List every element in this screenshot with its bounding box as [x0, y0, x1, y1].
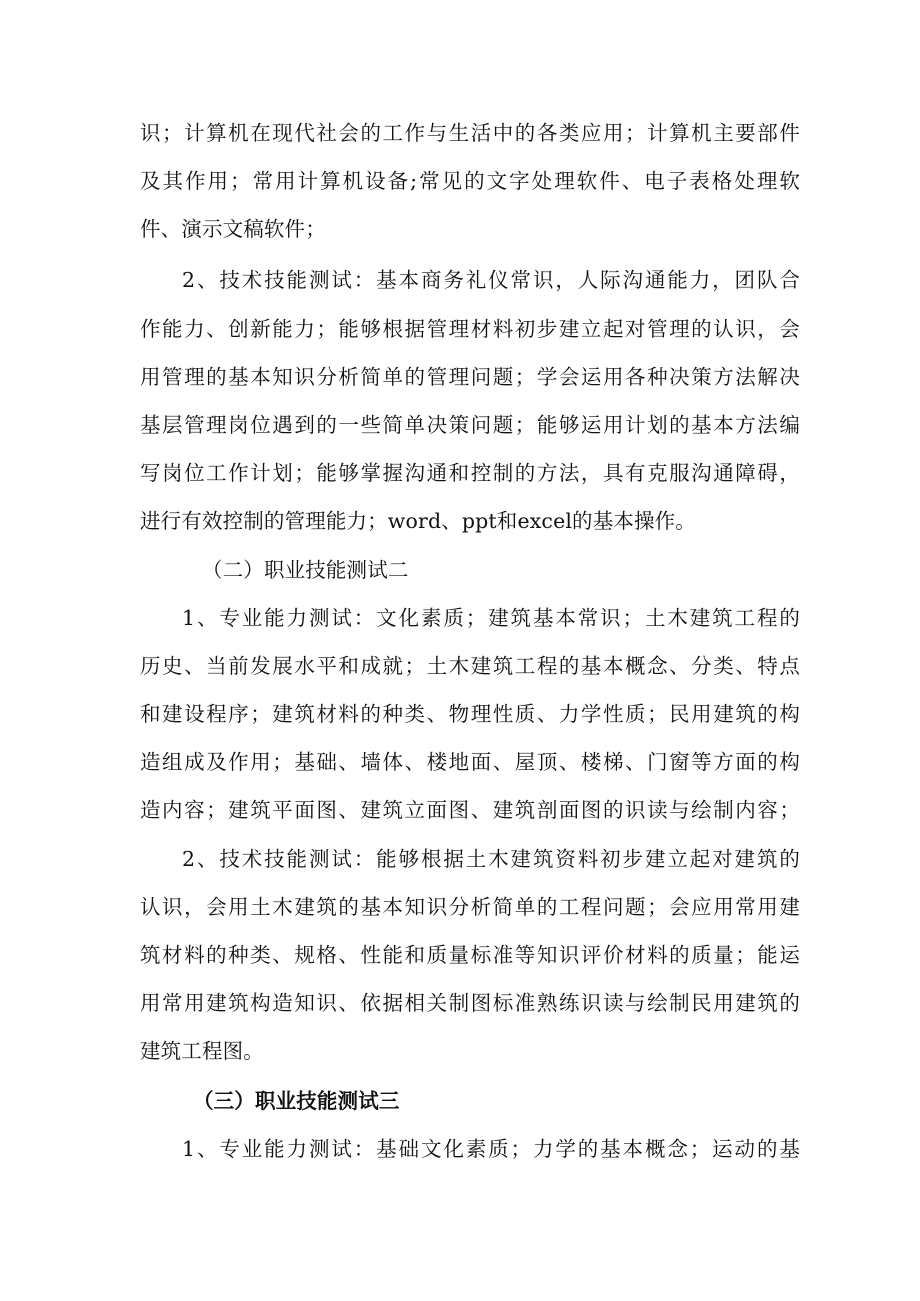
- paragraph-line: 基层管理岗位遇到的一些简单决策问题；能够运用计划的基本方法编: [140, 413, 800, 437]
- paragraph-line: 认识，会用土木建筑的基本知识分析简单的工程问题；会应用常用建: [140, 895, 800, 919]
- paragraph-line: 造内容；建筑平面图、建筑立面图、建筑剖面图的识读与绘制内容；: [140, 798, 800, 822]
- paragraph-line: 作能力、创新能力；能够根据管理材料初步建立起对管理的认识，会: [140, 317, 800, 341]
- paragraph-line: 和建设程序；建筑材料的种类、物理性质、力学性质；民用建筑的构: [140, 702, 800, 726]
- paragraph-line: 造组成及作用；基础、墙体、楼地面、屋顶、楼梯、门窗等方面的构: [140, 750, 800, 774]
- paragraph-line: 及其作用；常用计算机设备;常见的文字处理软件、电子表格处理软: [140, 169, 800, 193]
- paragraph-line: 写岗位工作计划；能够掌握沟通和控制的方法，具有克服沟通障碍，: [140, 461, 800, 485]
- paragraph-line: 筑材料的种类、规格、性能和质量标准等知识评价材料的质量；能运: [140, 943, 800, 967]
- paragraph-line: 识；计算机在现代社会的工作与生活中的各类应用；计算机主要部件: [140, 121, 800, 145]
- paragraph-line: 进行有效控制的管理能力；word、ppt和excel的基本操作。: [140, 509, 696, 533]
- paragraph-line: 件、演示文稿软件；: [140, 217, 326, 241]
- paragraph-line: 2、技术技能测试：能够根据土木建筑资料初步建立起对建筑的: [182, 847, 800, 871]
- paragraph-line: 1、专业能力测试：文化素质；建筑基本常识；土木建筑工程的: [182, 606, 800, 630]
- paragraph-line: 建筑工程图。: [140, 1039, 264, 1063]
- paragraph-line: 用常用建筑构造知识、依据相关制图标准熟练识读与绘制民用建筑的: [140, 991, 800, 1015]
- section-heading: （二）职业技能测试二: [202, 558, 409, 582]
- paragraph-line: 1、专业能力测试：基础文化素质；力学的基本概念；运动的基: [182, 1137, 800, 1161]
- paragraph-line: 用管理的基本知识分析简单的管理问题；学会运用各种决策方法解决: [140, 365, 800, 389]
- paragraph-line: 2、技术技能测试：基本商务礼仪常识，人际沟通能力，团队合: [182, 268, 800, 292]
- section-heading: （三）职业技能测试三: [193, 1089, 400, 1113]
- paragraph-line: 历史、当前发展水平和成就；土木建筑工程的基本概念、分类、特点: [140, 654, 800, 678]
